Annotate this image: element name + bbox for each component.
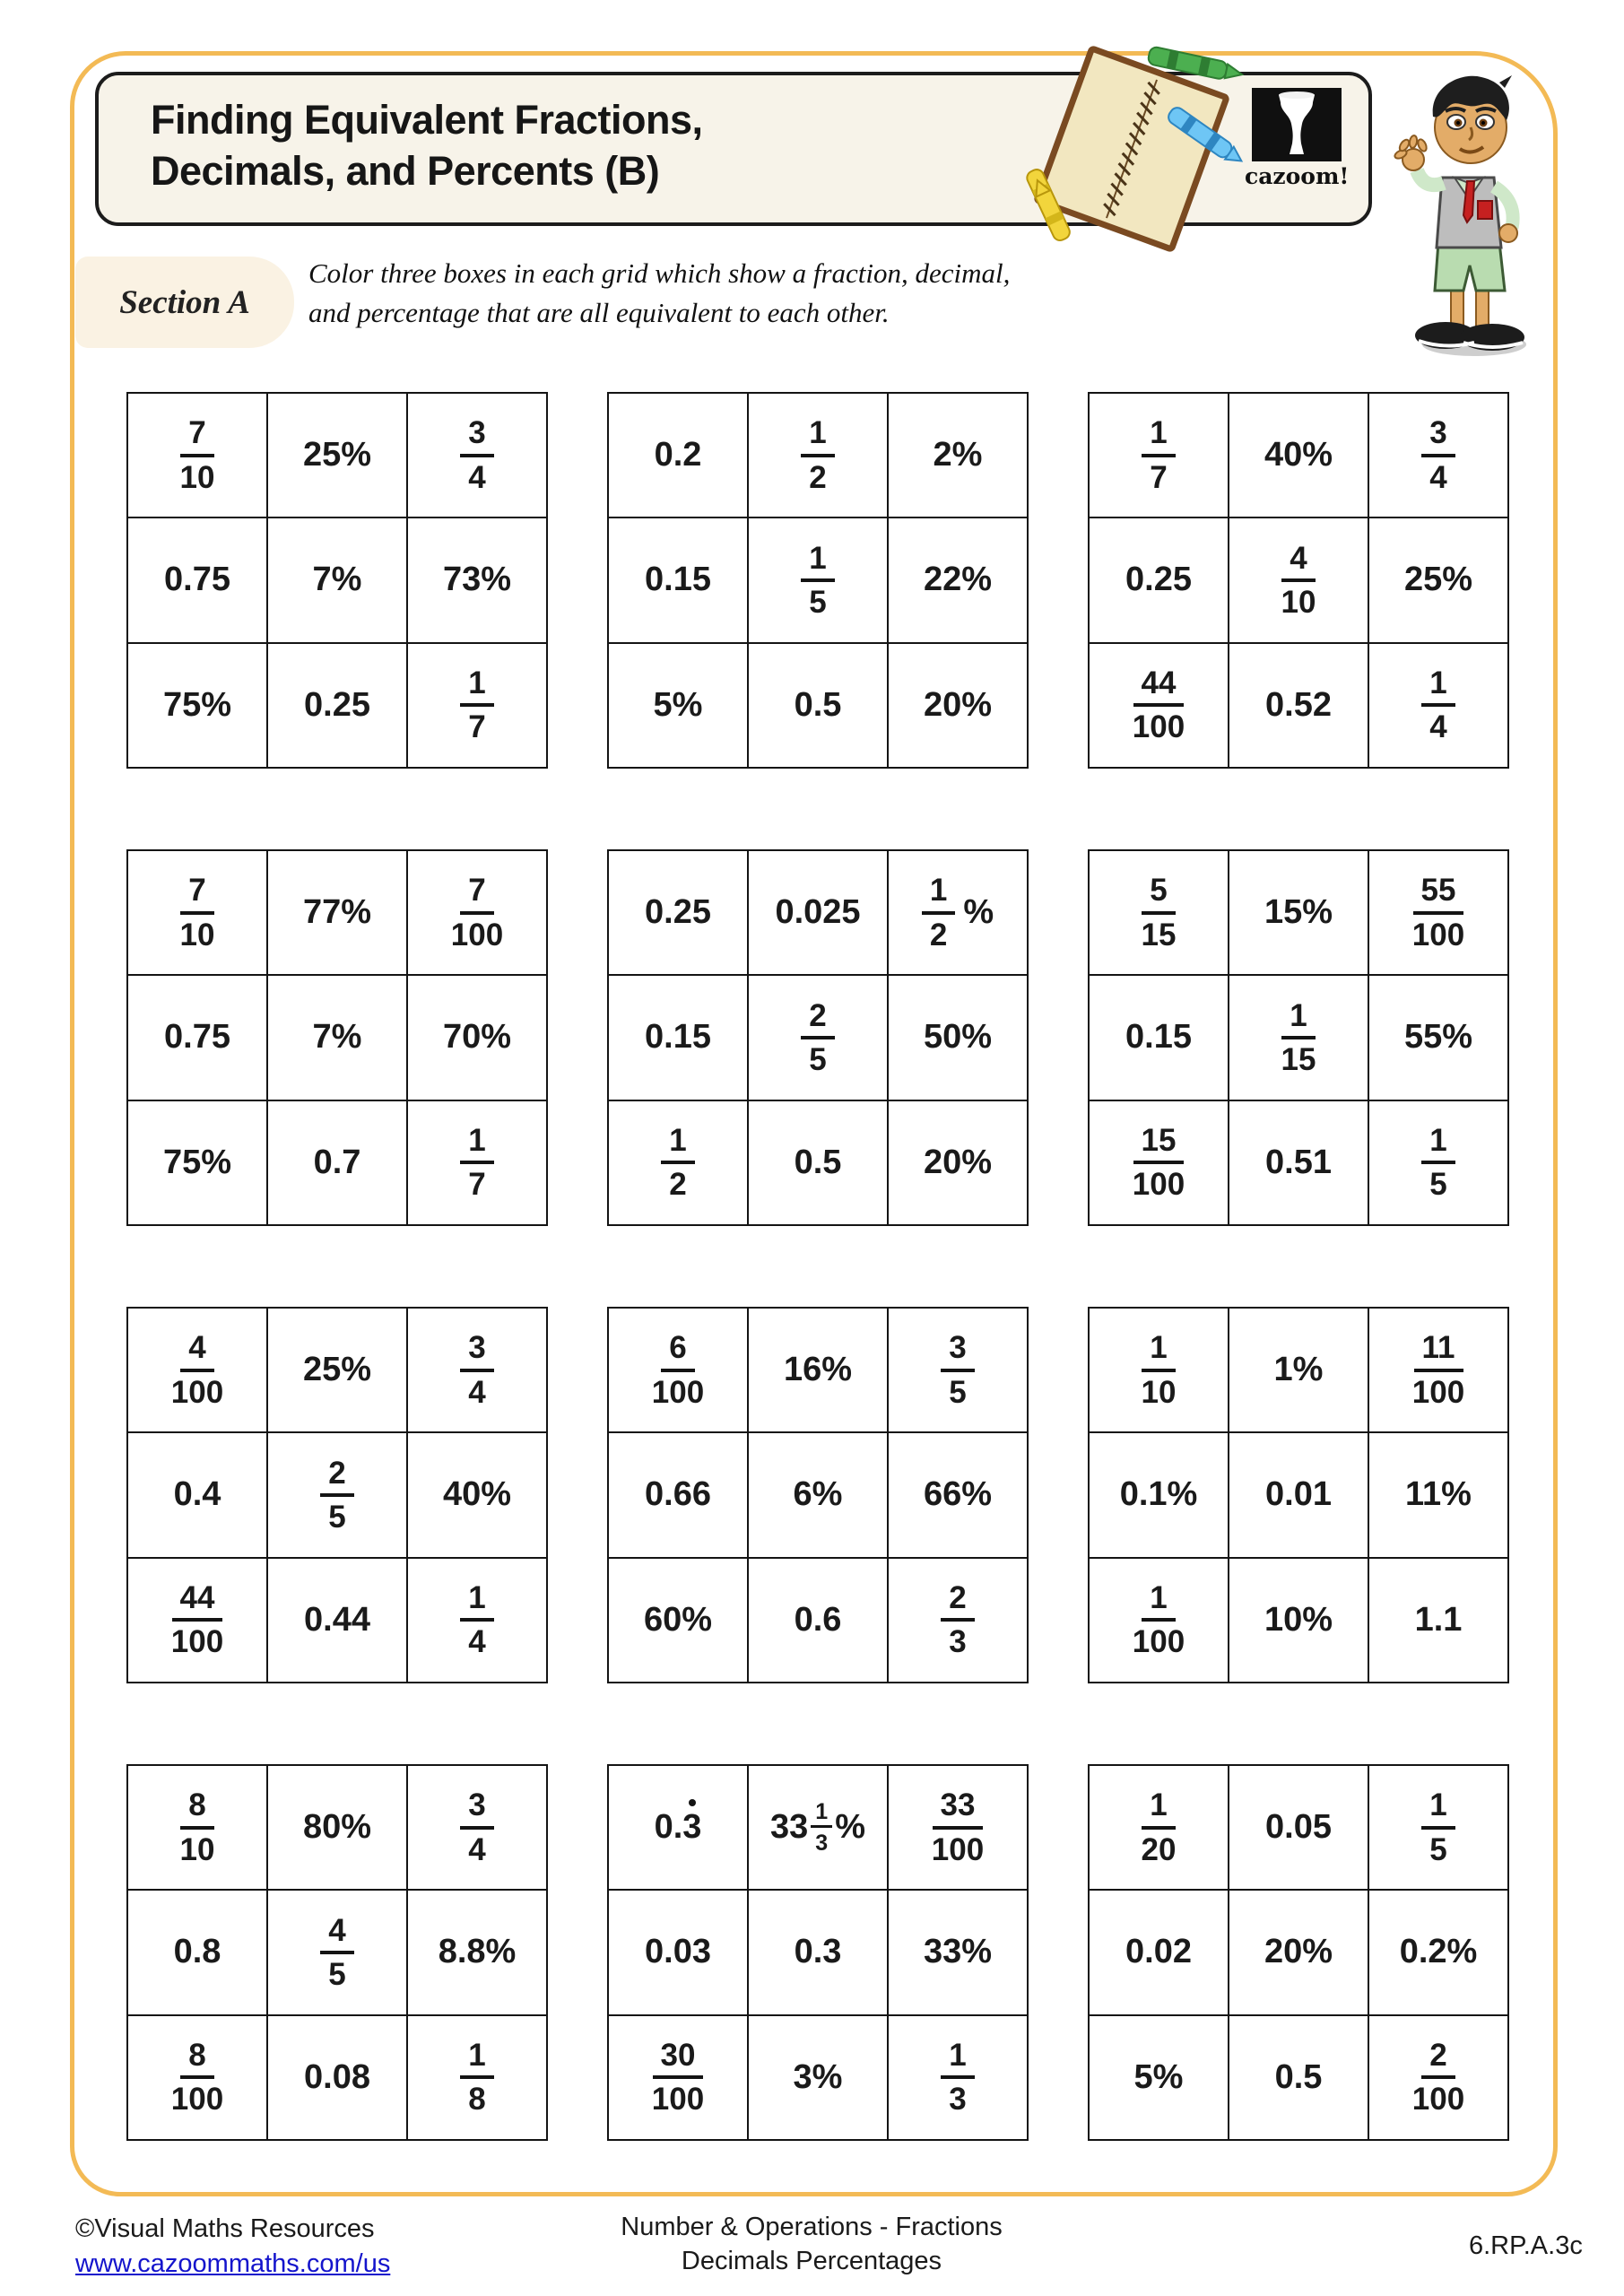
- grid-cell[interactable]: $\frac{4}{10}$: [1229, 517, 1368, 642]
- grid-cell[interactable]: 10%: [1229, 1558, 1368, 1683]
- cazoom-logo: [1245, 88, 1349, 189]
- grid-cell[interactable]: 0.15: [608, 517, 748, 642]
- grid-cell[interactable]: $\frac{3}{5}$: [888, 1308, 1028, 1432]
- grid-cell[interactable]: $\frac{1}{7}$: [407, 1100, 547, 1225]
- grid-cell[interactable]: $\frac{1}{5}$: [1368, 1765, 1508, 1890]
- grid-cell[interactable]: $\frac{33}{100}$: [888, 1765, 1028, 1890]
- grid-cell[interactable]: 0.5: [748, 1100, 888, 1225]
- page-title-line2: Decimals, and Percents (B): [151, 147, 660, 194]
- equivalence-grid: [126, 1764, 548, 2141]
- grid-cell[interactable]: 0.75: [127, 975, 267, 1100]
- grid-cell[interactable]: 8.8%: [407, 1890, 547, 2014]
- grid-cell[interactable]: $\frac{7}{10}$: [127, 850, 267, 975]
- grid-cell[interactable]: 0.3: [748, 1890, 888, 2014]
- grid-cell[interactable]: 1.1: [1368, 1558, 1508, 1683]
- grid-cell[interactable]: 0.75: [127, 517, 267, 642]
- grid-cell[interactable]: $\frac{15}{100}$: [1089, 1100, 1229, 1225]
- footer-topic-block: [587, 2210, 1036, 2279]
- grid-cell[interactable]: 66%: [888, 1432, 1028, 1557]
- grid-cell[interactable]: 0.6: [748, 1558, 888, 1683]
- boy-mascot-illustration: [1392, 65, 1542, 366]
- grid-cell[interactable]: $\frac{1}{100}$: [1089, 1558, 1229, 1683]
- grid-cell[interactable]: 75%: [127, 1100, 267, 1225]
- topic-line1: Number & Operations - Fractions: [621, 2213, 1003, 2241]
- grid-cell[interactable]: 0.15: [1089, 975, 1229, 1100]
- grid-cell[interactable]: 1%: [1229, 1308, 1368, 1432]
- grid-cell[interactable]: 0.025: [748, 850, 888, 975]
- equivalence-grid: [126, 849, 548, 1226]
- grid-cell[interactable]: $\frac{1}{5}$: [748, 517, 888, 642]
- equivalence-grid: [607, 1307, 1029, 1683]
- notebook-crayons-illustration: [997, 41, 1263, 255]
- page-title-line1: Finding Equivalent Fractions,: [151, 97, 703, 143]
- grid-cell[interactable]: 20%: [888, 643, 1028, 768]
- grid-cell[interactable]: 75%: [127, 643, 267, 768]
- equivalence-grid: [1088, 392, 1509, 769]
- grid-cell[interactable]: 0.66: [608, 1432, 748, 1557]
- grid-cell[interactable]: 77%: [267, 850, 407, 975]
- grid-cell[interactable]: 2%: [888, 393, 1028, 517]
- grid-cell[interactable]: 33%: [888, 1890, 1028, 2014]
- grid-cell[interactable]: $\frac{7}{10}$: [127, 393, 267, 517]
- cazoom-drum-icon: [1252, 88, 1342, 161]
- grid-cell[interactable]: $\frac{4}{100}$: [127, 1308, 267, 1432]
- grid-cell[interactable]: $\frac{5}{15}$: [1089, 850, 1229, 975]
- grid-cell[interactable]: 60%: [608, 1558, 748, 1683]
- grid-cell[interactable]: 0.51: [1229, 1100, 1368, 1225]
- grid-cell[interactable]: $\frac{2}{5}$: [267, 1432, 407, 1557]
- grid-cell[interactable]: $\frac{4}{5}$: [267, 1890, 407, 2014]
- section-a-label: Section A: [75, 257, 294, 348]
- grid-cell[interactable]: 40%: [407, 1432, 547, 1557]
- grid-cell[interactable]: $\frac{2}{3}$: [888, 1558, 1028, 1683]
- grid-cell[interactable]: 22%: [888, 517, 1028, 642]
- grid-cell[interactable]: 0.8: [127, 1890, 267, 2014]
- grid-cell[interactable]: 0.52: [1229, 643, 1368, 768]
- equivalence-grid: [1088, 1307, 1509, 1683]
- grid-cell[interactable]: 0.01: [1229, 1432, 1368, 1557]
- equivalence-grid: [126, 1307, 548, 1683]
- grid-cell[interactable]: $\frac{30}{100}$: [608, 2015, 748, 2140]
- topic-line2: Decimals Percentages: [681, 2247, 942, 2276]
- grid-cell[interactable]: $\frac{2}{100}$: [1368, 2015, 1508, 2140]
- equivalence-grid: [1088, 849, 1509, 1226]
- grid-cell[interactable]: 73%: [407, 517, 547, 642]
- grid-cell[interactable]: 5%: [608, 643, 748, 768]
- grid-cell[interactable]: $\frac{1}{2}$ %: [888, 850, 1028, 975]
- grid-cell[interactable]: $\frac{11}{100}$: [1368, 1308, 1508, 1432]
- grid-cell[interactable]: $\frac{3}{4}$: [407, 1765, 547, 1890]
- grid-cell[interactable]: $\frac{55}{100}$: [1368, 850, 1508, 975]
- grid-cell[interactable]: 0.25: [267, 643, 407, 768]
- grid-cell[interactable]: 40%: [1229, 393, 1368, 517]
- footer-copyright-block: [75, 2212, 390, 2282]
- grid-cell[interactable]: 80%: [267, 1765, 407, 1890]
- grid-cell[interactable]: 0.02: [1089, 1890, 1229, 2014]
- grid-cell[interactable]: $\frac{3}{4}$: [1368, 393, 1508, 517]
- equivalence-grid: [126, 392, 548, 769]
- grid-cell[interactable]: $\frac{1}{4}$: [407, 1558, 547, 1683]
- grid-cell[interactable]: 7%: [267, 975, 407, 1100]
- grid-cell[interactable]: 0.25: [1089, 517, 1229, 642]
- grid-cell[interactable]: 25%: [267, 1308, 407, 1432]
- grids: [126, 392, 1509, 2141]
- grid-cell[interactable]: 20%: [1229, 1890, 1368, 2014]
- grid-cell[interactable]: $\frac{1}{2}$: [608, 1100, 748, 1225]
- grid-cell[interactable]: 11%: [1368, 1432, 1508, 1557]
- instruction-line1: Color three boxes in each grid which show a fraction, decimal,: [308, 257, 1011, 289]
- grid-cell[interactable]: 0.05: [1229, 1765, 1368, 1890]
- grid-cell[interactable]: $\frac{44}{100}$: [127, 1558, 267, 1683]
- grid-cell[interactable]: 5%: [1089, 2015, 1229, 2140]
- grid-cell[interactable]: $\frac{3}{4}$: [407, 1308, 547, 1432]
- grid-cell[interactable]: $\frac{1}{7}$: [407, 643, 547, 768]
- standard-code: 6.RP.A.3c: [1469, 2231, 1583, 2260]
- equivalence-grid: [1088, 1764, 1509, 2141]
- grid-cell[interactable]: $\frac{1}{15}$: [1229, 975, 1368, 1100]
- copyright-text: ©Visual Maths Resources: [75, 2214, 375, 2243]
- page-title: [151, 95, 703, 196]
- instruction-line2: and percentage that are all equivalent to each other.: [308, 297, 890, 329]
- grid-cell[interactable]: 0.03: [608, 1890, 748, 2014]
- cazoom-logo-text: cazoom!: [1245, 163, 1350, 189]
- grid-cell[interactable]: 7%: [267, 517, 407, 642]
- grid-cell[interactable]: 55%: [1368, 975, 1508, 1100]
- grid-cell[interactable]: 0.44: [267, 1558, 407, 1683]
- section-a-instruction: [308, 254, 1277, 333]
- grid-cell[interactable]: $\frac{1}{8}$: [407, 2015, 547, 2140]
- grid-cell[interactable]: $\frac{6}{100}$: [608, 1308, 748, 1432]
- equivalence-grid: [607, 392, 1029, 769]
- grid-cell[interactable]: $\frac{1}{7}$: [1089, 393, 1229, 517]
- grid-cell[interactable]: 0.15: [608, 975, 748, 1100]
- grid-cell[interactable]: $\frac{1}{20}$: [1089, 1765, 1229, 1890]
- grid-cell[interactable]: $\frac{7}{100}$: [407, 850, 547, 975]
- grid-cell[interactable]: $\frac{1}{4}$: [1368, 643, 1508, 768]
- grid-cell[interactable]: 20%: [888, 1100, 1028, 1225]
- equivalence-grid: [607, 1764, 1029, 2141]
- grid-cell[interactable]: $\frac{8}{100}$: [127, 2015, 267, 2140]
- grid-cell[interactable]: 15%: [1229, 850, 1368, 975]
- grid-cell[interactable]: 33 $\frac{1}{3}$ %: [748, 1765, 888, 1890]
- grid-cell[interactable]: 0.08: [267, 2015, 407, 2140]
- grid-cell[interactable]: 0.5: [1229, 2015, 1368, 2140]
- grid-cell[interactable]: $\frac{1}{3}$: [888, 2015, 1028, 2140]
- equivalence-grid: [607, 849, 1029, 1226]
- grid-cell[interactable]: 0.25: [608, 850, 748, 975]
- grid-cell[interactable]: 0.2: [608, 393, 748, 517]
- grid-cell[interactable]: $\frac{3}{4}$: [407, 393, 547, 517]
- grid-cell[interactable]: 0.5: [748, 643, 888, 768]
- grid-cell[interactable]: 6%: [748, 1432, 888, 1557]
- grid-cell[interactable]: 0.3: [608, 1765, 748, 1890]
- grid-cell[interactable]: 25%: [267, 393, 407, 517]
- grid-cell[interactable]: $\frac{1}{5}$: [1368, 1100, 1508, 1225]
- grid-cell[interactable]: 70%: [407, 975, 547, 1100]
- grid-cell[interactable]: 0.4: [127, 1432, 267, 1557]
- grid-cell[interactable]: $\frac{2}{5}$: [748, 975, 888, 1100]
- grid-cell[interactable]: $\frac{1}{2}$: [748, 393, 888, 517]
- grid-cell[interactable]: $\frac{8}{10}$: [127, 1765, 267, 1890]
- grid-cell[interactable]: 25%: [1368, 517, 1508, 642]
- grid-cell[interactable]: 16%: [748, 1308, 888, 1432]
- grid-cell[interactable]: 0.1%: [1089, 1432, 1229, 1557]
- cazoom-website-link[interactable]: www.cazoommaths.com/us: [75, 2248, 391, 2278]
- grid-cell[interactable]: 0.7: [267, 1100, 407, 1225]
- grid-cell[interactable]: 50%: [888, 975, 1028, 1100]
- grid-cell[interactable]: $\frac{1}{10}$: [1089, 1308, 1229, 1432]
- grid-cell[interactable]: 3%: [748, 2015, 888, 2140]
- grid-cell[interactable]: $\frac{44}{100}$: [1089, 643, 1229, 768]
- grid-cell[interactable]: 0.2%: [1368, 1890, 1508, 2014]
